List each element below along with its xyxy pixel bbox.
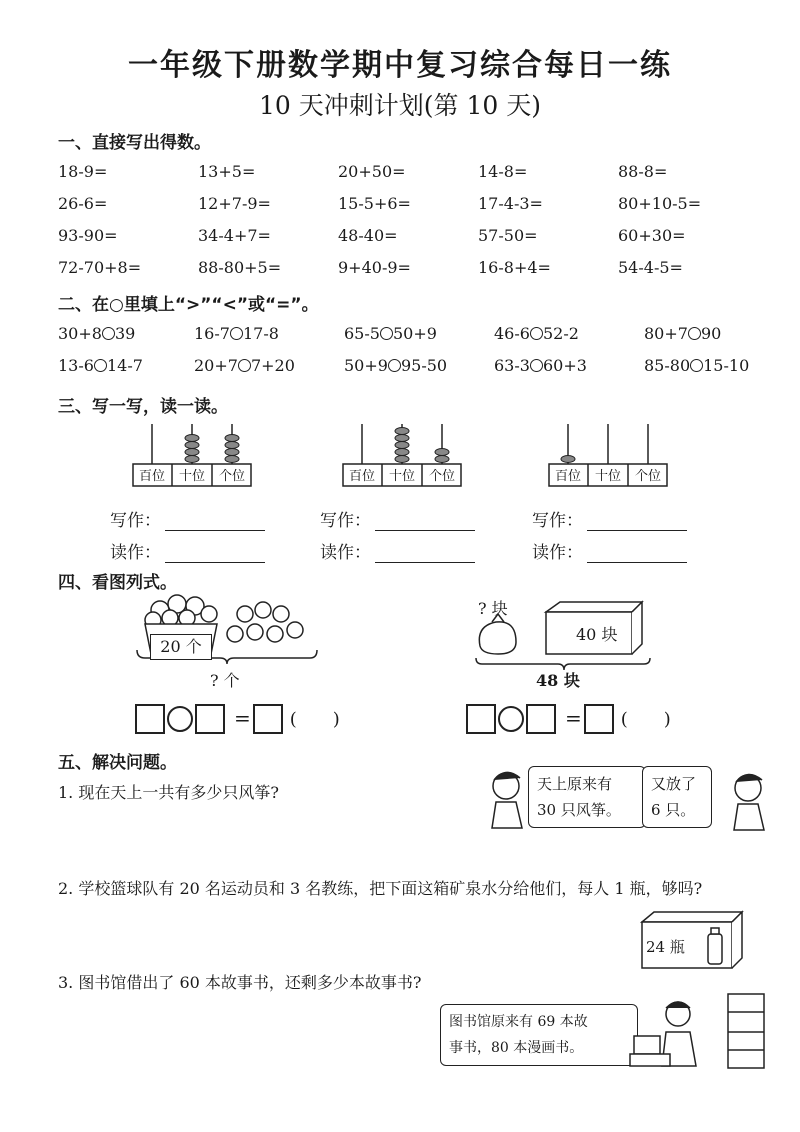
- calc-item: 80+10-5=: [618, 194, 702, 213]
- compare-circle[interactable]: [530, 327, 543, 340]
- calc-item: 60+30=: [618, 226, 686, 245]
- answer-box[interactable]: [526, 704, 556, 734]
- compare-item: 50+9 95-50: [344, 356, 448, 375]
- speech-bubble-3: 图书馆原来有 69 本故 事书，80 本漫画书。: [440, 1004, 638, 1066]
- abacus-bead: [435, 449, 449, 456]
- compare-item: 20+7 7+20: [194, 356, 295, 375]
- unit-paren[interactable]: ( ): [289, 709, 340, 730]
- calc-item: 13+5=: [198, 162, 256, 181]
- calc-item: 34-4+7=: [198, 226, 271, 245]
- answer-box[interactable]: [584, 704, 614, 734]
- answer-blank[interactable]: [375, 561, 475, 563]
- section1-grid: [58, 156, 758, 284]
- calc-item: 12+7-9=: [198, 194, 271, 213]
- answer-blank[interactable]: [375, 529, 475, 531]
- calc-item: 48-40=: [338, 226, 398, 245]
- answer-box[interactable]: [466, 704, 496, 734]
- place-label: 个位: [634, 469, 662, 484]
- compare-circle[interactable]: [238, 359, 251, 372]
- abacus-bead: [395, 456, 409, 463]
- compare-item: 46-6 52-2: [494, 324, 579, 343]
- place-label: 百位: [554, 469, 582, 484]
- abacus-bead: [185, 449, 199, 456]
- compare-circle[interactable]: [94, 359, 107, 372]
- answer-box[interactable]: [253, 704, 283, 734]
- section3-heading: 三、写一写，读一读。: [58, 397, 228, 417]
- compare-item: 85-80 15-10: [644, 356, 750, 375]
- calc-item: 72-70+8=: [58, 258, 142, 277]
- compare-item: 80+7 90: [644, 324, 722, 343]
- section2-heading: 二、在○里填上“>”“<”或“=”。: [58, 295, 319, 315]
- abacus-bead: [185, 435, 199, 442]
- answer-blank[interactable]: [165, 529, 265, 531]
- compare-item: 65-5 50+9: [344, 324, 437, 343]
- compare-circle[interactable]: [388, 359, 401, 372]
- place-label: 百位: [138, 469, 166, 484]
- abacus-bead: [225, 442, 239, 449]
- section5-heading: 五、解决问题。: [58, 753, 177, 773]
- compare-item: 13-6 14-7: [58, 356, 143, 375]
- abacus-bead: [395, 449, 409, 456]
- abacus-bead: [225, 456, 239, 463]
- problem-1: 1. 现在天上一共有多少只风筝?: [58, 783, 279, 802]
- write-row-1: 写作：: [110, 506, 265, 531]
- problem-3: 3. 图书馆借出了 60 本故事书，还剩多少本故事书?: [58, 973, 422, 992]
- calc-item: 20+50=: [338, 162, 406, 181]
- speech-bubble-1: 天上原来有 30 只风筝。: [528, 766, 646, 828]
- abacus-bead: [395, 435, 409, 442]
- compare-item: 16-7 17-8: [194, 324, 279, 343]
- calc-item: 17-4-3=: [478, 194, 543, 213]
- calc-item: 9+40-9=: [338, 258, 411, 277]
- compare-circle[interactable]: [380, 327, 393, 340]
- compare-circle[interactable]: [230, 327, 243, 340]
- problem-2: 2. 学校篮球队有 20 名运动员和 3 名教练，把下面这箱矿泉水分给他们，每人 1 瓶，够吗?: [58, 879, 703, 898]
- abacus-bead: [395, 428, 409, 435]
- page-title: 一年级下册数学期中复习综合每日一练: [128, 48, 672, 83]
- answer-box[interactable]: [135, 704, 165, 734]
- abacus-3: [548, 420, 668, 490]
- abacus-bead: [185, 456, 199, 463]
- calc-item: 18-9=: [58, 162, 108, 181]
- abacus-bead: [185, 442, 199, 449]
- write-row-3: 写作：: [532, 506, 687, 531]
- calc-item: 88-80+5=: [198, 258, 282, 277]
- place-label: 百位: [348, 469, 376, 484]
- compare-circle[interactable]: [102, 327, 115, 340]
- calc-item: 26-6=: [58, 194, 108, 213]
- water-box-label: 24 瓶: [646, 938, 685, 956]
- section1-heading: 一、直接写出得数。: [58, 133, 211, 153]
- place-label: 十位: [594, 469, 622, 484]
- operator-circle[interactable]: [167, 706, 193, 732]
- abacus-bead: [225, 449, 239, 456]
- page-subtitle: 10 天冲刺计划(第 10 天): [259, 91, 541, 120]
- answer-blank[interactable]: [587, 529, 687, 531]
- bag-label: ? 块: [478, 599, 508, 618]
- place-label: 个位: [428, 469, 456, 484]
- compare-item: 63-3 60+3: [494, 356, 587, 375]
- library-illustration: [628, 992, 768, 1070]
- left-total-label: ? 个: [210, 671, 240, 690]
- basket-label: 20 个: [150, 634, 212, 660]
- equation-left: = ( ): [135, 704, 340, 734]
- read-row-1: 读作：: [110, 538, 265, 563]
- calc-item: 16-8+4=: [478, 258, 551, 277]
- calc-item: 15-5+6=: [338, 194, 411, 213]
- abacus-2: [342, 420, 462, 490]
- section2-grid: [58, 318, 778, 382]
- calc-item: 54-4-5=: [618, 258, 683, 277]
- right-total-label: 48 块: [536, 671, 580, 690]
- write-row-2: 写作：: [320, 506, 475, 531]
- read-row-3: 读作：: [532, 538, 687, 563]
- compare-circle[interactable]: [690, 359, 703, 372]
- abacus-bead: [435, 456, 449, 463]
- operator-circle[interactable]: [498, 706, 524, 732]
- calc-item: 14-8=: [478, 162, 528, 181]
- compare-circle[interactable]: [688, 327, 701, 340]
- answer-blank[interactable]: [587, 561, 687, 563]
- place-label: 十位: [178, 469, 206, 484]
- compare-item: 30+8 39: [58, 324, 136, 343]
- equation-right: = ( ): [466, 704, 671, 734]
- abacus-bead: [561, 456, 575, 463]
- abacus-bead: [225, 435, 239, 442]
- speech-bubble-2: 又放了 6 只。: [642, 766, 712, 828]
- section4-heading: 四、看图列式。: [58, 573, 177, 593]
- calc-item: 93-90=: [58, 226, 118, 245]
- answer-blank[interactable]: [165, 561, 265, 563]
- calc-item: 88-8=: [618, 162, 668, 181]
- abacus-1: [132, 420, 252, 490]
- read-row-2: 读作：: [320, 538, 475, 563]
- place-label: 十位: [388, 469, 416, 484]
- place-label: 个位: [218, 469, 246, 484]
- box-label: 40 块: [576, 625, 618, 644]
- compare-circle[interactable]: [530, 359, 543, 372]
- calc-item: 57-50=: [478, 226, 538, 245]
- unit-paren[interactable]: ( ): [620, 709, 671, 730]
- abacus-bead: [395, 442, 409, 449]
- answer-box[interactable]: [195, 704, 225, 734]
